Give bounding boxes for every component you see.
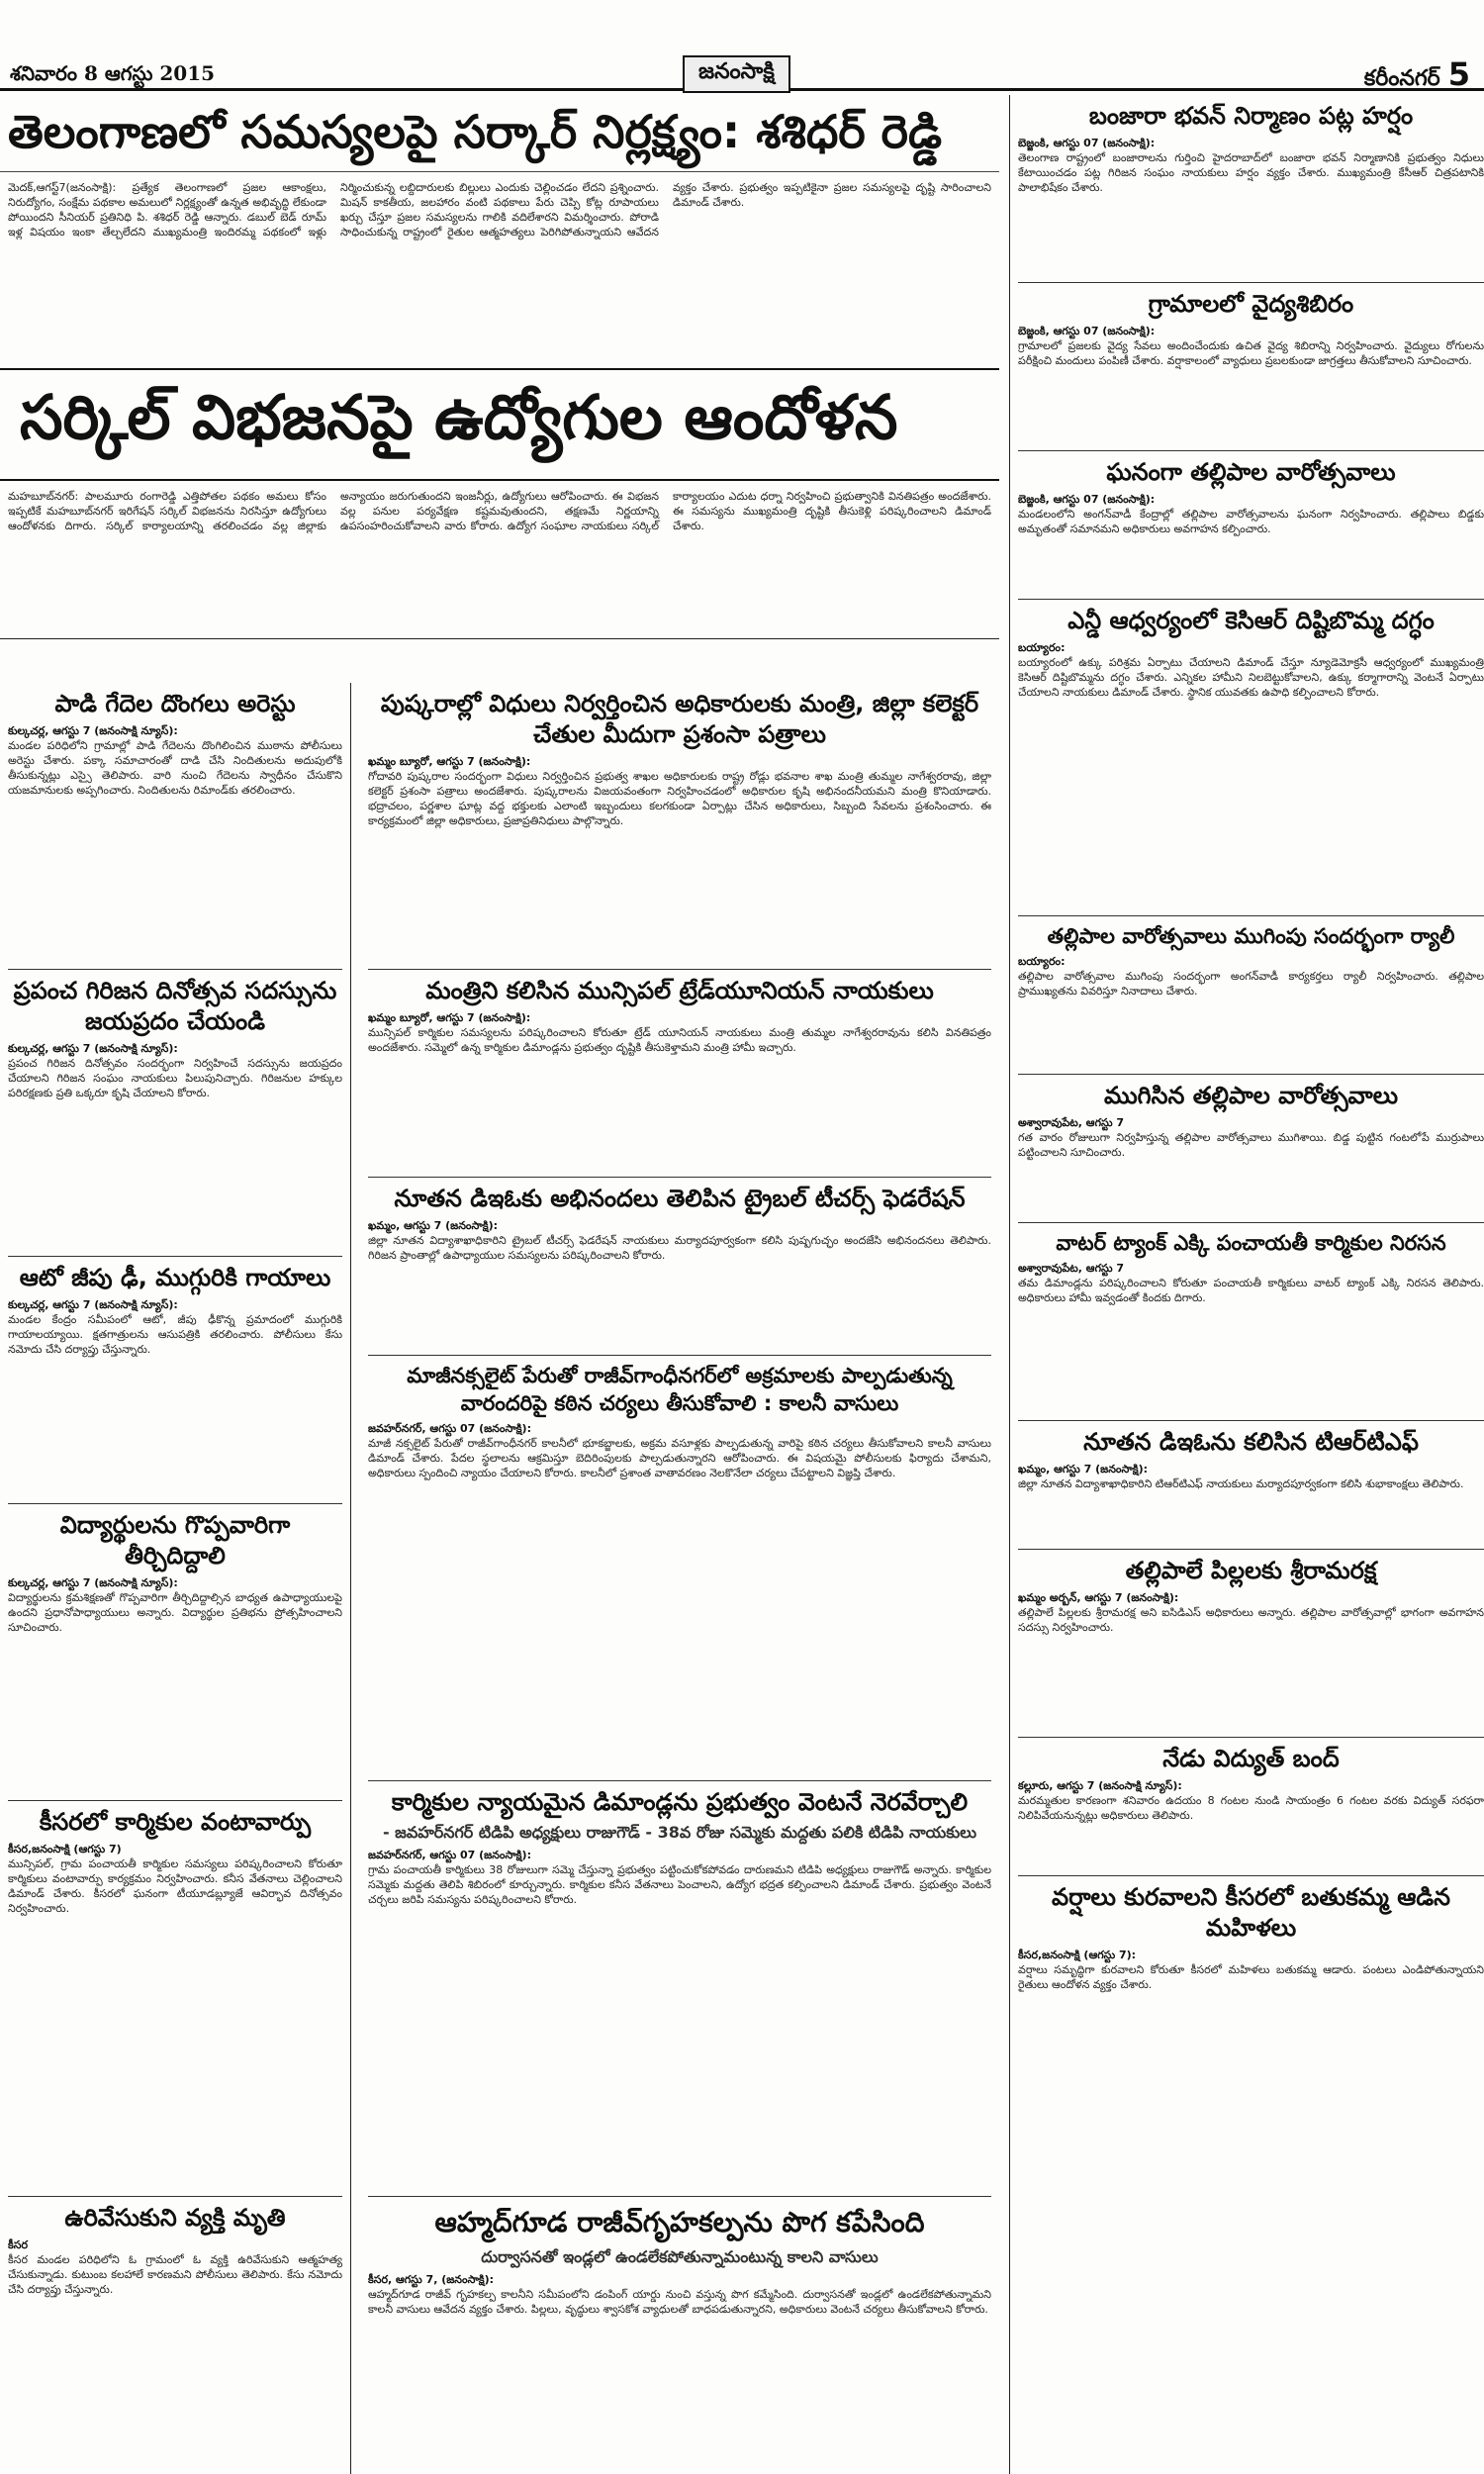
edition xyxy=(1364,55,1470,96)
article-body: గ్రామాలలో ప్రజలకు వైద్య సేవలు అందించేందుకు ఉచిత వైద్య శిబిరాన్ని నిర్వహించారు. వైద్యులు రోగులను పరీక్షించి మందులు పంపిణీ చేశారు. వర్షాకాలంలో వ్యాధులు ప్రబలకుండా జాగ్రత్తలు తీసుకోవాలని సూచించారు. xyxy=(1018,339,1484,367)
article-byline: అశ్వారావుపేట, ఆగస్టు 7 xyxy=(1018,1262,1125,1275)
article-breastfeeding-week xyxy=(1018,451,1484,600)
article-cattle-thieves xyxy=(8,683,342,970)
article-headline: ఎన్డీ ఆధ్వర్యంలో కెసిఆర్ దిష్టిబొమ్మ దగ్ధం xyxy=(1067,607,1435,634)
issue-date: శనివారం 8 ఆగస్టు 2015 xyxy=(10,61,216,85)
article-body: తల్లిపాలే పిల్లలకు శ్రీరామరక్ష అని ఐసిడిఎస్ అధికారులు అన్నారు. తల్లిపాల వారోత్సవాల్లో భాగంగా అవగాహన సదస్సు నిర్వహించారు. xyxy=(1018,1606,1484,1634)
article-byline: కుల్కచర్ల, ఆగస్టు 7 (జనంసాక్షి న్యూస్): xyxy=(8,1042,178,1055)
article-byline: బయ్యారం: xyxy=(1018,641,1066,654)
right-news-column xyxy=(1009,95,1484,2474)
edition-name: కరీంనగర్ xyxy=(1363,66,1440,91)
main-news-area xyxy=(0,95,999,2474)
article-power-cut xyxy=(1018,1738,1484,1876)
article-body: తల్లిపాల వారోత్సవాల ముగింపు సందర్భంగా అంగన్‌వాడీ కార్యకర్తలు ర్యాలీ నిర్వహించారు. తల్లిపాల ప్రాముఖ్యతను వివరిస్తూ నినాదాలు చేశారు. xyxy=(1018,970,1484,998)
article-byline: కుల్కచర్ల, ఆగస్టు 7 (జనంసాక్షి న్యూస్): xyxy=(8,724,178,737)
article-tribal-teachers xyxy=(368,1178,991,1356)
article-headline: విద్యార్థులను గొప్పవారిగా తీర్చిదిద్దాలి xyxy=(59,1511,291,1570)
article-body: మరమ్మతుల కారణంగా శనివారం ఉదయం 8 గంటల నుండి సాయంత్రం 6 గంటల వరకు విద్యుత్ సరఫరా నిలిపివేయనున్నట్లు అధికారులు తెలిపారు. xyxy=(1018,1794,1484,1822)
article-body: మండలంలోని అంగన్‌వాడీ కేంద్రాల్లో తల్లిపాల వారోత్సవాలను ఘనంగా నిర్వహించారు. తల్లిపాలు బిడ్డకు అమృతంతో సమానమని అధికారులు అవగాహన కల్పించారు. xyxy=(1018,508,1484,535)
article-headline: ప్రపంచ గిరిజన దినోత్సవ సదస్సును జయప్రదం చేయండి xyxy=(13,977,337,1035)
article-byline: అశ్వారావుపేట, ఆగస్టు 7 xyxy=(1018,1116,1125,1129)
banner-headline: సర్కిల్ విభజనపై ఉద్యోగుల ఆందోళన xyxy=(0,370,999,481)
article-body: మున్సిపల్ కార్మికుల సమస్యలను పరిష్కరించాలని కోరుతూ ట్రేడ్ యూనియన్ నాయకులు మంత్రి తుమ్మల నాగేశ్వరరావును కలిసి వినతిపత్రం అందజేశారు. సమ్మెలో ఉన్న కార్మికుల డిమాండ్లను ప్రభుత్వం దృష్టికి తీసుకెళ్తామని మంత్రి హామీ ఇచ్చారు. xyxy=(368,1026,991,1054)
article-headline: మాజీనక్సలైట్ పేరుతో రాజీవ్‌గాంధీనగర్‌లో అక్రమాలకు పాల్పడుతున్న వారందరిపై కఠిన చర్యలు తీసుకోవాలి : కాలనీ వాసులు xyxy=(407,1364,953,1415)
article-body: జిల్లా నూతన విద్యాశాఖాధికారిని ట్రైబల్ టీచర్స్ ఫెడరేషన్ నాయకులు మర్యాదపూర్వకంగా కలిసి పుష్పగుచ్ఛం అందజేసి అభినందనలు తెలిపారు. గిరిజన ప్రాంతాల్లో ఉపాధ్యాయుల సమస్యలను పరిష్కరించాలని కోరారు. xyxy=(368,1234,991,1262)
article-byline: ఖమ్మం బ్యూరో, ఆగస్టు 7 (జనంసాక్షి): xyxy=(368,1011,531,1024)
article-body: తెలంగాణ రాష్ట్రంలో బంజారాలను గుర్తించి హైదరాబాద్‌లో బంజారా భవన్ నిర్మాణానికి ప్రభుత్వం నిధులు కేటాయించడం పట్ల గిరిజన సంఘం నాయకులు హర్షం వ్యక్తం చేశారు. ముఖ్యమంత్రి కేసీఆర్ చిత్రపటానికి పాలాభిషేకం చేశారు. xyxy=(1018,151,1484,194)
article-headline: ఆహ్మద్‌గూడ రాజీవ్‌గృహకల్పను పొగ కపేసింది xyxy=(434,2206,925,2238)
article-byline: కీసర,జనంసాక్షి (ఆగస్టు 7) xyxy=(8,1843,122,1856)
article-body: ఆహ్మద్‌గూడ రాజీవ్ గృహకల్ప కాలనీని సమీపంలోని డంపింగ్ యార్డు నుంచి వస్తున్న పొగ కమ్మేసింది. దుర్వాసనతో ఇండ్లలో ఉండలేకపోతున్నామని కాలనీ వాసులు ఆవేదన వ్యక్తం చేశారు. పిల్లలు, వృద్ధులు శ్వాసకోశ వ్యాధులతో బాధపడుతున్నారని, అధికారులు వెంటనే చర్యలు తీసుకోవాలని కోరారు. xyxy=(368,2288,991,2316)
article-headline: నేడు విద్యుత్ బంద్ xyxy=(1162,1745,1340,1772)
article-headline: ఘనంగా తల్లిపాల వారోత్సవాలు xyxy=(1106,458,1396,486)
article-headline: నూతన డిఇఓను కలిసిన టిఆర్‌టిఎఫ్ xyxy=(1083,1428,1419,1456)
article-suicide xyxy=(8,2197,342,2464)
article-headline: తల్లిపాలే పిల్లలకు శ్రీరామరక్ష xyxy=(1125,1557,1377,1584)
article-students xyxy=(8,1504,342,1801)
article-byline: కీసర xyxy=(8,2238,28,2251)
article-headline: కీసరలో కార్మికుల వంటావార్పు xyxy=(39,1808,312,1836)
article-body: గత వారం రోజులుగా నిర్వహిస్తున్న తల్లిపాల వారోత్సవాలు ముగిశాయి. బిడ్డ పుట్టిన గంటలోపే ముర్రుపాలు పట్టించాలని సూచించారు. xyxy=(1018,1131,1484,1159)
article-body: మండల పరిధిలోని గ్రామాల్లో పాడి గేదెలను దొంగిలించిన ముఠాను పోలీసులు అరెస్టు చేశారు. పక్కా సమాచారంతో దాడి చేసి నిందితులను అదుపులోకి తీసుకున్నట్లు ఎస్సై తెలిపారు. వారి నుంచి గేదెలను స్వాధీనం చేసుకొని యజమానులకు అప్పగించారు. నిందితులను రిమాండ్‌కు తరలించారు. xyxy=(8,739,342,797)
article-body: వర్షాలు సమృద్ధిగా కురవాలని కోరుతూ కీసరలో మహిళలు బతుకమ్మ ఆడారు. పంటలు ఎండిపోతున్నాయని రైతులు ఆందోళన వ్యక్తం చేశారు. xyxy=(1018,1963,1484,1991)
article-headline: పాడి గేదెల దొంగలు అరెస్టు xyxy=(54,690,296,717)
lower-section xyxy=(0,683,999,2474)
article-byline: జవహర్‌నగర్, ఆగస్టు 07 (జనంసాక్షి): xyxy=(368,1422,531,1435)
article-headline: కార్మికుల న్యాయమైన డిమాండ్లను ప్రభుత్వం వెంటనే నెరవేర్చాలి xyxy=(391,1788,969,1816)
article-byline: జవహర్‌నగర్, ఆగస్టు 07 (జనంసాక్షి): xyxy=(368,1849,531,1861)
article-mothers-milk xyxy=(1018,1550,1484,1738)
article-body: గోదావరి పుష్కరాల సందర్భంగా విధులు నిర్వర్తించిన ప్రభుత్వ శాఖల అధికారులకు రాష్ట్ర రోడ్లు భవనాల శాఖ మంత్రి తుమ్మల నాగేశ్వరరావు, జిల్లా కలెక్టర్ ప్రశంసా పత్రాలు అందజేశారు. పుష్కరాలను విజయవంతంగా నిర్వహించడంలో అధికారుల కృషి అభినందనీయమని మంత్రి కొనియాడారు. భద్రాచలం, పర్ణశాల ఘాట్ల వద్ద భక్తులకు ఎలాంటి ఇబ్బందులు కలగకుండా ఏర్పాట్లు చేసిన అధికారులు, సిబ్బంది సేవలను ప్రశంసించారు. ఈ కార్యక్రమంలో జిల్లా అధికారులు, ప్రజాప్రతినిధులు పాల్గొన్నారు. xyxy=(368,770,991,827)
article-body: జిల్లా నూతన విద్యాశాఖాధికారిని టిఆర్‌టిఎఫ్ నాయకులు మర్యాదపూర్వకంగా కలిసి శుభాకాంక్షలు తెలిపారు. xyxy=(1018,1477,1464,1490)
article-headline: నూతన డిఇఓకు అభినందలు తెలిపిన ట్రైబల్ టీచర్స్ ఫెడరేషన్ xyxy=(394,1185,966,1212)
article-body: కీసర మండల పరిధిలోని ఓ గ్రామంలో ఓ వ్యక్తి ఉరివేసుకుని ఆత్మహత్య చేసుకున్నాడు. కుటుంబ కలహాలే కారణమని పోలీసులు తెలిపారు. కేసు నమోదు చేసి దర్యాప్తు చేస్తున్నారు. xyxy=(8,2253,342,2296)
article-body: మున్సిపల్, గ్రామ పంచాయతీ కార్మికుల సమస్యలు పరిష్కరించాలని కోరుతూ కార్మికులు వంటావార్పు కార్యక్రమం నిర్వహించారు. కనీస వేతనాలు చెల్లించాలని డిమాండ్ చేశారు. కీసరలో ఘనంగా టీయూడబ్ల్యూజే ఆవిర్భావ దినోత్సవం నిర్వహించారు. xyxy=(8,1857,342,1915)
center-news-column xyxy=(360,683,999,2474)
article-body: గ్రామ పంచాయతీ కార్మికులు 38 రోజులుగా సమ్మె చేస్తున్నా ప్రభుత్వం పట్టించుకోకపోవడం దారుణమని టిడిపి అధ్యక్షులు రాజుగౌడ్ అన్నారు. కార్మికుల సమ్మెకు మద్దతు తెలిపి శిబిరంలో కూర్చున్నారు. కార్మికుల కనీస వేతనాలు పెంచాలని, ఉద్యోగ భద్రత కల్పించాలని డిమాండ్ చేశారు. ప్రభుత్వం వెంటనే చర్చలు జరిపి సమస్యను పరిష్కరించాలని కోరారు. xyxy=(368,1863,991,1906)
masthead xyxy=(0,0,1484,91)
article-breastfeeding-ends xyxy=(1018,1075,1484,1223)
article-byline: కల్లూరు, ఆగస్టు 7 (జనంసాక్షి న్యూస్): xyxy=(1018,1779,1182,1792)
article-byline: కుల్కచర్ల, ఆగస్టు 7 (జనంసాక్షి న్యూస్): xyxy=(8,1298,178,1311)
article-rally xyxy=(1018,916,1484,1075)
page-number: 5 xyxy=(1447,55,1470,93)
banner-article-body: మహబూబ్‌నగర్: పాలమూరు రంగారెడ్డి ఎత్తిపోతల పథకం అమలు కోసం ఇప్పటికే మహబూబ్‌నగర్ ఇరిగేషన్ సర్కిల్ విభజనను నిరసిస్తూ ఉద్యోగులు ఆందోళనకు దిగారు. సర్కిల్ కార్యాలయాన్ని తరలించడం వల్ల జిల్లాకు అన్యాయం జరుగుతుందని ఇంజనీర్లు, ఉద్యోగులు ఆరోపించారు. ఈ విభజన వల్ల పనుల పర్యవేక్షణ కష్టమవుతుందని, తక్షణమే నిర్ణయాన్ని ఉపసంహరించుకోవాలని వారు కోరారు. ఉద్యోగ సంఘాల నాయకులు సర్కిల్ కార్యాలయం ఎదుట ధర్నా నిర్వహించి ప్రభుత్వానికి వినతిపత్రం అందజేశారు. ఈ సమస్యను ముఖ్యమంత్రి దృష్టికి తీసుకెళ్లి పరిష్కరించాలని డిమాండ్ చేశారు. xyxy=(0,481,999,639)
article-headline: మంత్రిని కలిసిన మున్సిపల్ ట్రేడ్‌యూనియన్ నాయకులు xyxy=(425,977,934,1004)
article-byline: బయ్యారం: xyxy=(1018,955,1066,968)
article-subhead: దుర్వాసనతో ఇండ్లలో ఉండలేకపోతున్నామంటున్న కాలని వాసులు xyxy=(481,2247,879,2266)
article-headline: తల్లిపాల వారోత్సవాలు ముగింపు సందర్భంగా ర్యాలీ xyxy=(1047,924,1455,948)
article-ex-naxalite-colony xyxy=(368,1356,991,1781)
article-byline: బెజ్జంకి, ఆగస్టు 07 (జనంసాక్షి): xyxy=(1018,325,1156,337)
article-trtf xyxy=(1018,1421,1484,1550)
paper-name: జనంసాక్షి xyxy=(683,55,790,93)
article-auto-jeep-accident xyxy=(8,1257,342,1504)
article-subhead: - జవహర్‌నగర్ టిడిపి అధ్యక్షులు రాజుగౌడ్ - 38వ రోజు సమ్మెకు మద్దతు పలికి టిడిపి నాయకులు xyxy=(382,1823,977,1842)
article-headline: బంజారా భవన్ నిర్మాణం పట్ల హర్షం xyxy=(1088,102,1414,130)
article-headline: పుష్కరాల్లో విధులు నిర్వర్తించిన అధికారులకు మంత్రి, జిల్లా కలెక్టర్ చేతుల మీదుగా ప్రశంసా పత్రాలు xyxy=(380,690,979,748)
article-byline: కీసర,జనంసాక్షి (ఆగస్టు 7): xyxy=(1018,1949,1137,1961)
article-headline: వర్షాలు కురవాలని కీసరలో బతుకమ్మ ఆడిన మహిళలు xyxy=(1052,1883,1450,1942)
article-byline: ఖమ్మం బ్యూరో, ఆగస్టు 7 (జనంసాక్షి): xyxy=(368,755,531,768)
article-body: తమ డిమాండ్లను పరిష్కరించాలని కోరుతూ పంచాయతీ కార్మికులు వాటర్ ట్యాంక్ ఎక్కి నిరసన తెలిపారు. అధికారులు హామీ ఇవ్వడంతో కిందకు దిగారు. xyxy=(1018,1277,1484,1304)
article-body: మాజీ నక్సలైట్ పేరుతో రాజీవ్‌గాంధీనగర్ కాలనీలో భూకబ్జాలకు, అక్రమ వసూళ్లకు పాల్పడుతున్న వారిపై కఠిన చర్యలు తీసుకోవాలని కాలనీ వాసులు డిమాండ్ చేశారు. పేదల స్థలాలను ఆక్రమిస్తూ బెదిరింపులకు పాల్పడుతున్నారని ఆరోపించారు. ఈ విషయమై పోలీసులకు ఫిర్యాదు చేశామని, అధికారులు స్పందించి న్యాయం చేయాలని కోరారు. కాలనీలో ప్రశాంత వాతావరణం నెలకొనేలా చర్యలు చేపట్టాలని విజ్ఞప్తి చేశారు. xyxy=(368,1437,991,1479)
lead-headline: తెలంగాణలో సమస్యలపై సర్కార్ నిర్లక్ష్యం: శశిధర్ రెడ్డి xyxy=(0,95,999,172)
article-headline: ఉరివేసుకుని వ్యక్తి మృతి xyxy=(64,2204,286,2232)
article-byline: కుల్కచర్ల, ఆగస్టు 7 (జనంసాక్షి న్యూస్): xyxy=(8,1576,178,1589)
article-water-tank-protest xyxy=(1018,1223,1484,1421)
lead-article-body: మెదక్,ఆగస్ట్7(జనంసాక్షి): ప్రత్యేక తెలంగాణలో ప్రజల ఆకాంక్షలు, నిరుద్యోగం, సంక్షేమ పథకాల అమలులో నిర్లక్ష్యంతో ఉన్నత అభివృద్ధి లేకుండా పోయిందని సీనియర్ ప్రతినిధి పి. శశిధర్ రెడ్డి ఆన్నారు. డబుల్ బెడ్ రూమ్ ఇళ్ల విషయం ఇంకా తేల్చలేదని ముఖ్యమంత్రి ఇందిరమ్మ పథకంలో ఇళ్లు నిర్మించుకున్న లబ్దిదారులకు బిల్లులు ఎందుకు చెల్లించడం లేదని ప్రశ్నించారు. మిషన్ కాకతీయ, జలహారం వంటి పథకాలు పేరు చెప్పి కోట్ల రూపాయలు ఖర్చు చేస్తూ ప్రజల సమస్యలను గాలికి వదిలేశారని విమర్శించారు. పోరాడి సాధించుకున్న రాష్ట్రంలో రైతుల ఆత్మహత్యలు పెరిగిపోతున్నాయని ఆవేదన వ్యక్తం చేశారు. ప్రభుత్వం ఇప్పటికైనా ప్రజల సమస్యలపై దృష్టి సారించాలని డిమాండ్ చేశారు. xyxy=(0,172,999,370)
article-body: మండల కేంద్రం సమీపంలో ఆటో, జీపు ఢీకొన్న ప్రమాదంలో ముగ్గురికి గాయాలయ్యాయి. క్షతగాత్రులను ఆసుపత్రికి తరలించారు. పోలీసులు కేసు నమోదు చేసి దర్యాప్తు చేస్తున్నారు. xyxy=(8,1313,342,1356)
article-pushkaralu-certificates xyxy=(368,683,991,970)
article-byline: బెజ్జంకి, ఆగస్టు 07 (జనంసాక్షి): xyxy=(1018,493,1156,506)
article-smoke-colony xyxy=(368,2197,991,2464)
article-body: విద్యార్థులను క్రమశిక్షణతో గొప్పవారిగా తీర్చిదిద్దాల్సిన బాధ్యత ఉపాధ్యాయులపై ఉందని ప్రధానోపాధ్యాయులు అన్నారు. విద్యార్థుల ప్రతిభను ప్రోత్సహించాలని సూచించారు. xyxy=(8,1591,342,1634)
article-headline: గ్రామాలలో వైద్యశిబిరం xyxy=(1148,290,1354,318)
article-workers-cooking-protest xyxy=(8,1801,342,2197)
article-byline: ఖమ్మం, ఆగస్టు 7 (జనంసాక్షి): xyxy=(368,1219,499,1232)
article-headline: వాటర్ ట్యాంక్ ఎక్కి పంచాయతీ కార్మికుల నిరసన xyxy=(1056,1231,1446,1255)
article-kcr-effigy xyxy=(1018,600,1484,916)
article-banjara-bhavan xyxy=(1018,95,1484,283)
article-body: ప్రపంచ గిరిజన దినోత్సవం సందర్భంగా నిర్వహించే సదస్సును జయప్రదం చేయాలని గిరిజన సంఘం నాయకులు పిలుపునిచ్చారు. గిరిజనుల హక్కుల పరిరక్షణకు ప్రతి ఒక్కరూ కృషి చేయాలని కోరారు. xyxy=(8,1057,342,1099)
article-body: బయ్యారంలో ఉక్కు పరిశ్రమ ఏర్పాటు చేయాలని డిమాండ్ చేస్తూ న్యూడెమోక్రసీ ఆధ్వర్యంలో ముఖ్యమంత్రి కెసిఆర్ దిష్టిబొమ్మను దగ్ధం చేశారు. ఎన్నికల హామీని నిలబెట్టుకోవాలని, ఉక్కు కర్మాగారాన్ని వెంటనే ఏర్పాటు చేయాలని నాయకులు డిమాండ్ చేశారు. స్థానిక యువతకు ఉపాధి కల్పించాలని కోరారు. xyxy=(1018,656,1484,699)
article-medical-camp xyxy=(1018,283,1484,451)
article-byline: బెజ్జంకి, ఆగస్టు 07 (జనంసాక్షి): xyxy=(1018,137,1156,149)
article-trade-union xyxy=(368,970,991,1178)
article-byline: ఖమ్మం, ఆగస్టు 7 (జనంసాక్షి): xyxy=(1018,1463,1149,1475)
left-news-column xyxy=(0,683,351,2474)
article-bathukamma xyxy=(1018,1876,1484,2064)
article-headline: ఆటో జీపు ఢీ, ముగ్గురికి గాయాలు xyxy=(19,1264,331,1291)
article-workers-demands xyxy=(368,1781,991,2197)
article-byline: ఖమ్మం అర్బన్, ఆగస్టు 7 (జనంసాక్షి): xyxy=(1018,1591,1179,1604)
article-headline: ముగిసిన తల్లిపాల వారోత్సవాలు xyxy=(1103,1082,1399,1109)
article-byline: కీసర, ఆగస్టు 7, (జనంసాక్షి): xyxy=(368,2273,495,2286)
article-tribal-day xyxy=(8,970,342,1257)
